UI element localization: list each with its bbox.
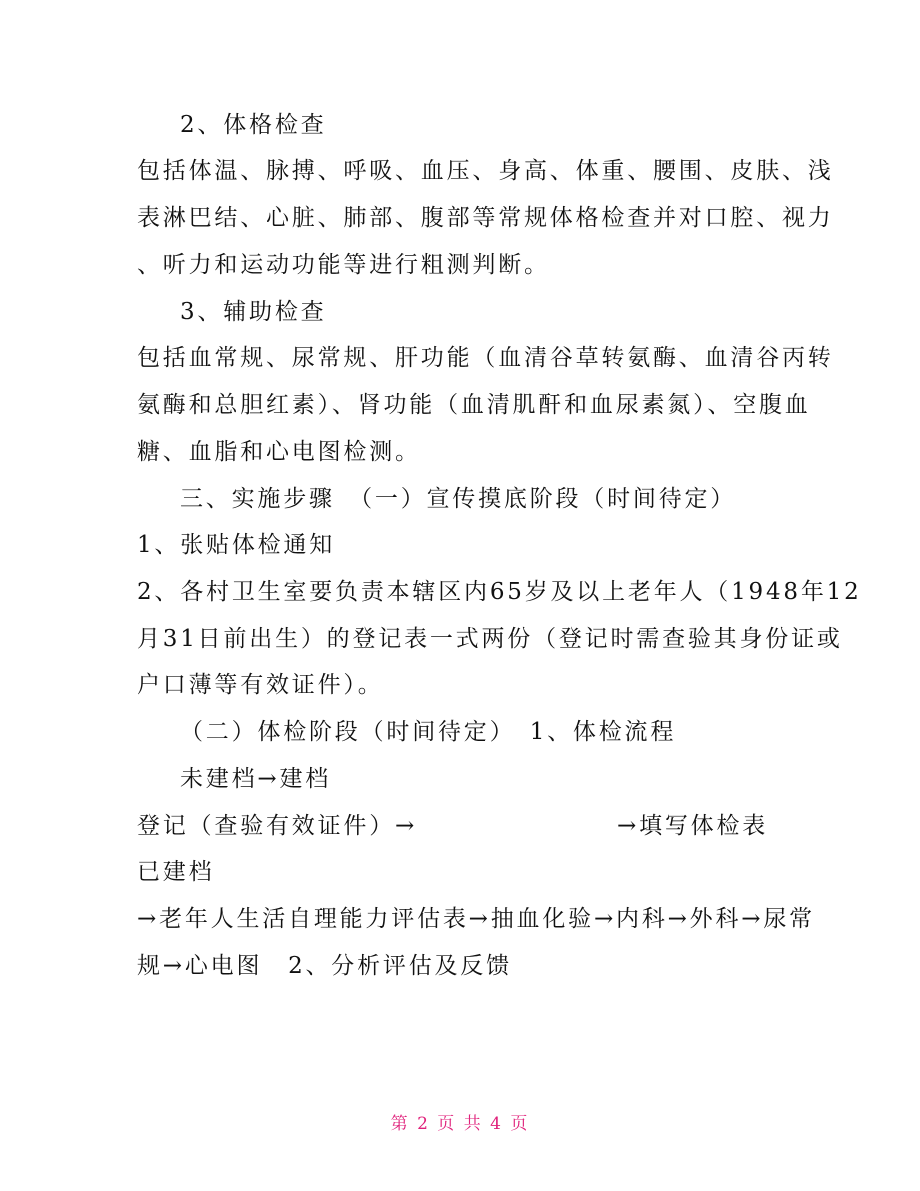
flow-not-archived: 未建档→建档 bbox=[180, 766, 332, 792]
flow-registration: 登记（查验有效证件）→ bbox=[137, 813, 418, 839]
flow-steps-line: 规→心电图 2、分析评估及反馈 bbox=[137, 953, 512, 979]
paragraph-line: 包括体温、脉搏、呼吸、血压、身高、体重、腰围、皮肤、浅 bbox=[137, 158, 834, 184]
paragraph-line: 包括血常规、尿常规、肝功能（血清谷草转氨酶、血清谷丙转 bbox=[137, 345, 834, 371]
paragraph-line: 月31日前出生）的登记表一式两份（登记时需查验其身份证或 bbox=[137, 626, 843, 652]
heading-implementation-steps: 三、实施步骤 （一）宣传摸底阶段（时间待定） bbox=[180, 486, 737, 512]
flow-fill-form: →填写体检表 bbox=[617, 813, 769, 839]
paragraph-line: 、听力和运动功能等进行粗测判断。 bbox=[137, 252, 550, 278]
flow-steps-line: →老年人生活自理能力评估表→抽血化验→内科→外科→尿常 bbox=[137, 906, 815, 932]
heading-physical-exam: 2、体格检查 bbox=[180, 112, 327, 138]
paragraph-line: 1、张贴体检通知 bbox=[137, 532, 336, 558]
paragraph-line: 糖、血脂和心电图检测。 bbox=[137, 439, 421, 465]
paragraph-line: 户口薄等有效证件）。 bbox=[137, 672, 384, 698]
heading-auxiliary-exam: 3、辅助检查 bbox=[180, 299, 327, 325]
flow-archived: 已建档 bbox=[137, 859, 215, 885]
paragraph-line: 氨酶和总胆红素）、肾功能（血清肌酐和血尿素氮）、空腹血 bbox=[137, 392, 811, 418]
heading-exam-stage: （二）体检阶段（时间待定） 1、体检流程 bbox=[180, 719, 677, 745]
page-number-footer: 第 2 页 共 4 页 bbox=[390, 1114, 530, 1134]
paragraph-line: 表淋巴结、心脏、肺部、腹部等常规体格检查并对口腔、视力 bbox=[137, 205, 834, 231]
paragraph-line: 2、各村卫生室要负责本辖区内65岁及以上老年人（1948年12 bbox=[137, 579, 862, 605]
